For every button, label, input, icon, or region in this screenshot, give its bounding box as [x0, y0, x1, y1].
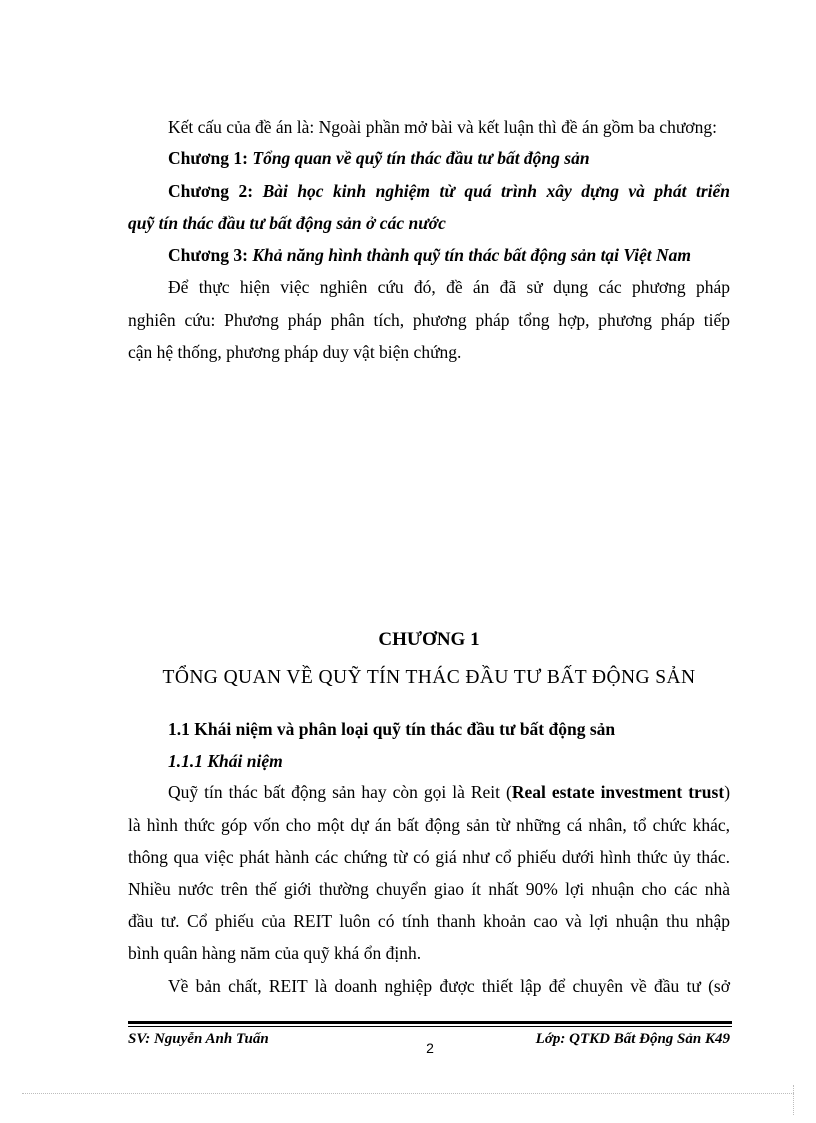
paragraph-1-line-2: là hình thức góp vốn cho một dự án bất động sản từ những cá nhân, tổ chức khác, — [128, 815, 730, 835]
paragraph-1-line-1-a: Quỹ tín thác bất động sản hay còn gọi là Reit ( — [168, 782, 512, 802]
method-line-1: Để thực hiện việc nghiên cứu đó, đề án đã sử dụng các phương pháp — [168, 277, 730, 297]
chapter-3-title: Khả năng hình thành quỹ tín thác bất động sản tại Việt Nam — [252, 245, 691, 265]
footer-rule-thick — [128, 1021, 732, 1024]
chapter-3-entry — [168, 244, 730, 266]
chapter-1-title: Tổng quan về quỹ tín thác đầu tư bất động sản — [252, 148, 590, 168]
page-boundary — [22, 1093, 794, 1094]
footer-class: Lớp: QTKD Bất Động Sản K49 — [535, 1031, 730, 1047]
structure-sentence: Kết cấu của đề án là: Ngoài phần mở bài và kết luận thì đề án gồm ba chương: — [168, 117, 717, 137]
chapter-2-entry — [168, 180, 730, 202]
chapter-3-label: Chương 3: — [168, 245, 248, 265]
footer-rule-thin — [128, 1026, 732, 1027]
paragraph-1-line-4: Nhiều nước trên thế giới thường chuyển giao ít nhất 90% lợi nhuận cho các nhà — [128, 879, 730, 899]
method-line-2: nghiên cứu: Phương pháp phân tích, phương pháp tổng hợp, phương pháp tiếp — [128, 310, 730, 330]
paragraph-1-line-1-c: ) — [724, 782, 731, 802]
paragraph-2-line-1: Về bản chất, REIT là doanh nghiệp được thiết lập để chuyên về đầu tư (sở — [168, 976, 730, 996]
chapter-2-title-line1: Bài học kinh nghiệm từ quá trình xây dựng và phát triển — [262, 181, 730, 201]
chapter-1-label: Chương 1: — [168, 148, 248, 168]
chapter-2-label: Chương 2: — [168, 181, 254, 201]
page-number: 2 — [426, 1040, 434, 1056]
paragraph-1-line-5: đầu tư. Cổ phiếu của REIT luôn có tính thanh khoản cao và lợi nhuận thu nhập — [128, 911, 730, 931]
chapter-2-entry-cont — [128, 212, 730, 234]
chapter-2-title-line2: quỹ tín thác đầu tư bất động sản ở các nước — [128, 213, 446, 233]
reit-term: Real estate investment trust — [511, 782, 725, 802]
paragraph-1-line-6: bình quân hàng năm của quỹ khá ổn định. — [128, 943, 422, 963]
chapter-number: CHƯƠNG 1 — [378, 629, 480, 650]
subsection-heading-text: 1.1.1 Khái niệm — [168, 751, 283, 771]
paragraph-1-line-3: thông qua việc phát hành các chứng từ có giá như cổ phiếu dưới hình thức ủy thác. — [128, 847, 730, 867]
chapter-1-entry — [168, 147, 730, 169]
footer-student: SV: Nguyễn Anh Tuấn — [128, 1031, 269, 1047]
section-heading — [168, 718, 730, 740]
section-heading-text: 1.1 Khái niệm và phân loại quỹ tín thác đầu tư bất động sản — [168, 719, 616, 739]
paragraph-1-line-1 — [168, 781, 730, 803]
page-boundary-corner — [793, 1085, 794, 1115]
chapter-name: TỔNG QUAN VỀ QUỸ TÍN THÁC ĐẦU TƯ BẤT ĐỘNG SẢN — [162, 667, 696, 688]
method-line-3: cận hệ thống, phương pháp duy vật biện chứng. — [128, 342, 462, 362]
subsection-heading — [168, 750, 730, 772]
